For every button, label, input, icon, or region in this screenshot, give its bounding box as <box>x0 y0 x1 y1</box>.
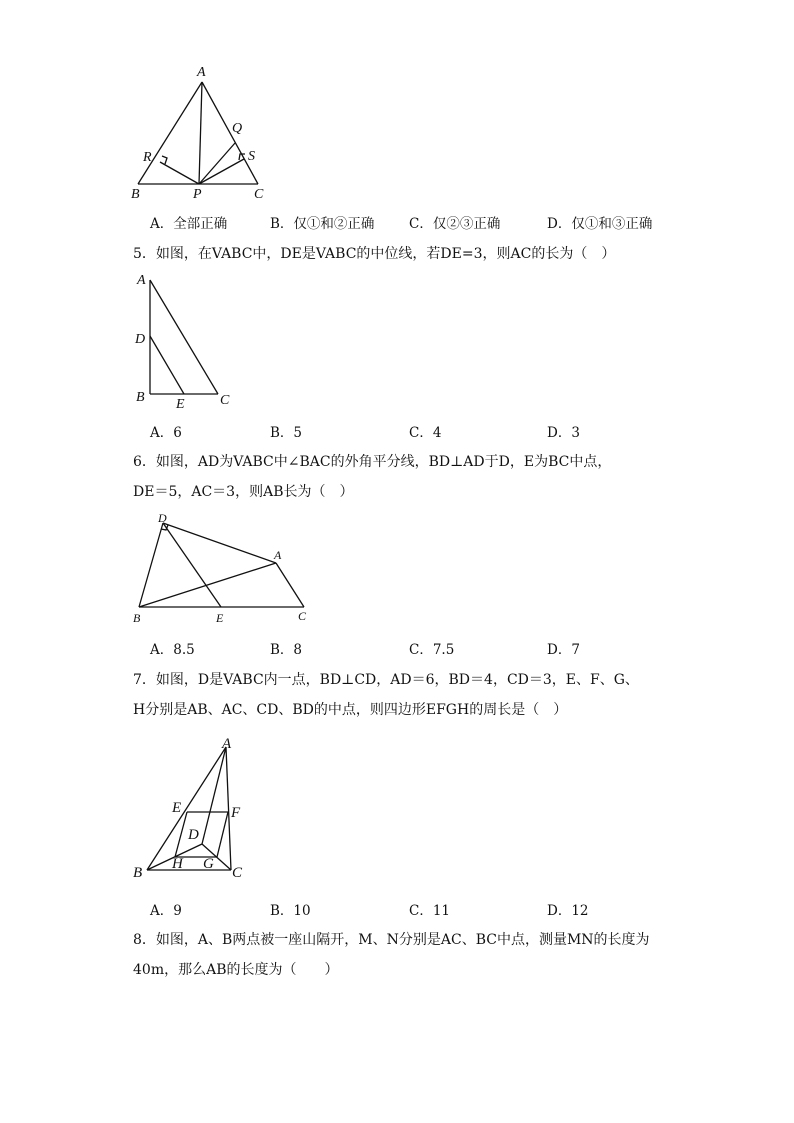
q6-text-line2: DE＝5，AC＝3，则AB长为（ ） <box>133 484 354 500</box>
q5-option-c: C．4 <box>409 425 442 441</box>
q7-options <box>150 899 710 919</box>
q7-option-b: B．10 <box>270 903 311 919</box>
q7-label-a: A <box>222 736 232 752</box>
q6-figure <box>130 510 320 630</box>
q7-label-f: F <box>231 805 241 821</box>
q5-label-a: A <box>137 273 146 288</box>
q5-options <box>150 421 710 441</box>
q4-label-q: Q <box>232 121 243 136</box>
q7-label-h: H <box>172 856 183 872</box>
q4-option-c: C．仅②③正确 <box>409 216 501 232</box>
q6-option-b: B．8 <box>270 642 303 658</box>
q5-option-b: B．5 <box>270 425 303 441</box>
q7-option-a: A．9 <box>150 903 182 919</box>
q4-label-b: B <box>131 187 140 202</box>
q6-option-d: D．7 <box>547 642 580 658</box>
q5-label-d: D <box>135 332 146 347</box>
q6-option-a: A．8.5 <box>150 642 195 658</box>
q5-option-a: A．6 <box>150 425 182 441</box>
q6-options <box>150 638 710 658</box>
q6-label-c: C <box>298 609 307 623</box>
q6-text-line1: 6．如图，AD为VABC中∠BAC的外角平分线，BD⊥AD于D，E为BC中点， <box>133 454 612 470</box>
q5-text: 5．如图，在VABC中，DE是VABC的中位线，若DE=3，则AC的长为（ ） <box>133 246 616 262</box>
q7-option-c: C．11 <box>409 903 451 919</box>
q4-label-c: C <box>254 187 264 202</box>
q8-text-line1: 8．如图，A、B两点被一座山隔开，M、N分别是AC、BC中点，测量MN的长度为 <box>133 932 650 948</box>
q4-option-d: D．仅①和③正确 <box>547 216 653 232</box>
q4-options <box>150 212 710 232</box>
q7-label-c: C <box>232 865 243 881</box>
q6-label-b: B <box>133 611 141 625</box>
q7-label-d: D <box>188 827 199 843</box>
q6-label-d: D <box>158 511 167 525</box>
q7-figure <box>128 732 258 884</box>
q4-label-r: R <box>143 150 152 165</box>
q8-text-line2: 40m，那么AB的长度为（ ） <box>133 962 339 978</box>
q6-label-e: E <box>216 611 224 625</box>
q5-label-c: C <box>220 393 230 408</box>
q4-option-b: B．仅①和②正确 <box>270 216 375 232</box>
q7-label-g: G <box>203 856 214 872</box>
q7-label-b: B <box>133 865 143 881</box>
q5-option-d: D．3 <box>547 425 580 441</box>
q4-figure <box>120 60 300 205</box>
q7-option-d: D．12 <box>547 903 589 919</box>
q4-label-a: A <box>197 65 206 80</box>
q4-label-p: P <box>193 187 202 202</box>
q7-label-e: E <box>172 800 182 816</box>
q5-label-b: B <box>136 390 145 405</box>
q7-text-line2: H分别是AB、AC、CD、BD的中点，则四边形EFGH的周长是（ ） <box>133 702 568 718</box>
q4-option-a: A．全部正确 <box>150 216 228 232</box>
q4-label-s: S <box>248 149 255 164</box>
q6-label-a: A <box>274 548 282 562</box>
q7-text-line1: 7．如图，D是VABC内一点，BD⊥CD，AD＝6，BD＝4，CD＝3，E、F、G、 <box>133 672 639 688</box>
q6-option-c: C．7.5 <box>409 642 455 658</box>
q5-figure <box>130 268 240 413</box>
q5-label-e: E <box>176 397 185 412</box>
